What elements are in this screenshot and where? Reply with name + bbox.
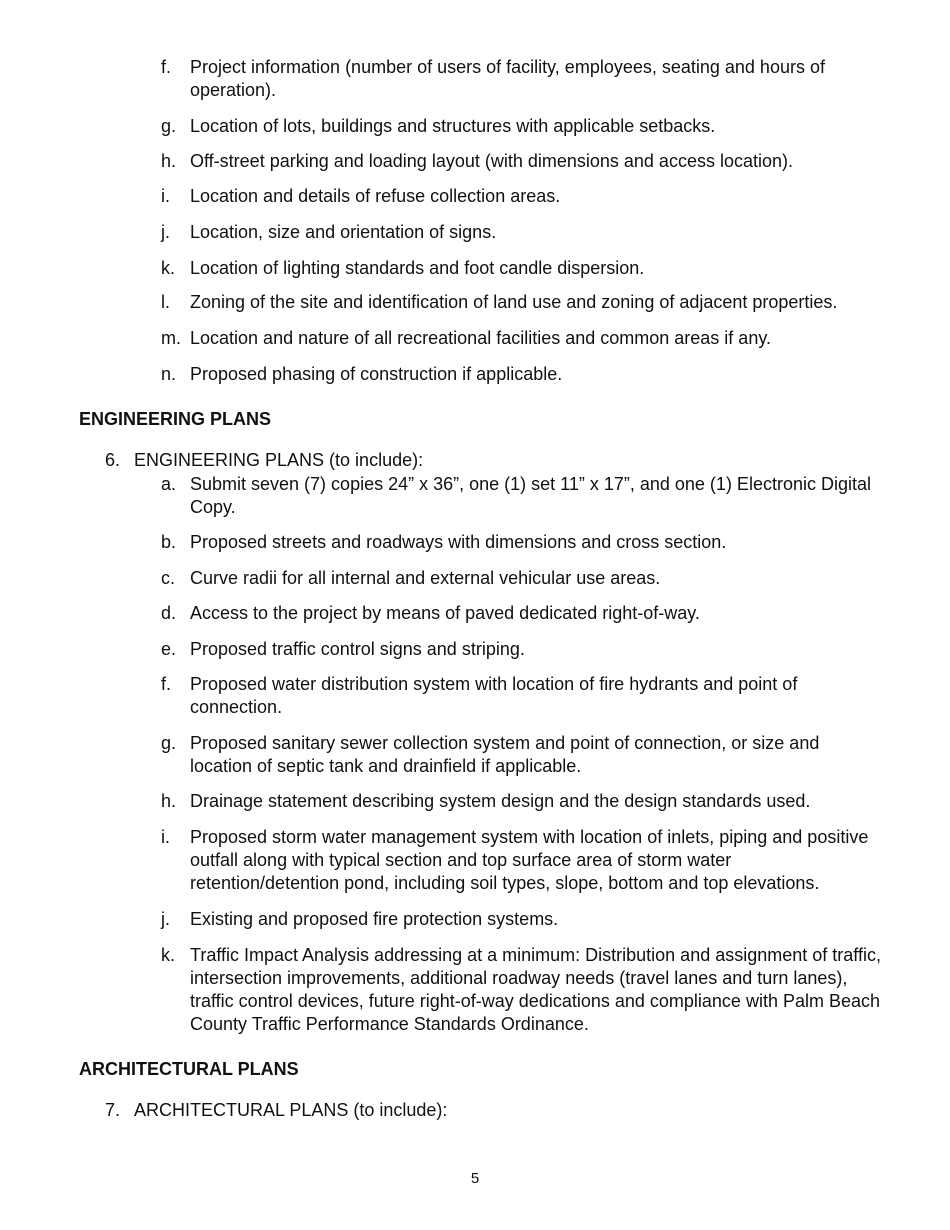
- list-item: [161, 221, 881, 244]
- list-item: [161, 790, 881, 813]
- list-item-text: Location of lots, buildings and structures with applicable setbacks.: [190, 116, 716, 136]
- main-list-number: 7.: [105, 1100, 121, 1120]
- list-item-letter: j.: [161, 222, 170, 242]
- list-item-letter: h.: [161, 791, 177, 811]
- list-item-letter: i.: [161, 186, 170, 206]
- main-list-item-architectural: [105, 1099, 447, 1122]
- list-item: [161, 673, 881, 719]
- list-item-letter: j.: [161, 909, 170, 929]
- list-item-letter: a.: [161, 474, 177, 494]
- list-item-letter: k.: [161, 258, 176, 278]
- list-item-letter: k.: [161, 945, 176, 965]
- list-item-letter: d.: [161, 603, 177, 623]
- list-item-text: Proposed traffic control signs and striping.: [190, 639, 525, 659]
- list-item-text: Drainage statement describing system design and the design standards used.: [190, 791, 811, 811]
- list-item-letter: f.: [161, 57, 172, 77]
- list-item-text: Proposed streets and roadways with dimensions and cross section.: [190, 532, 727, 552]
- list-item-letter: f.: [161, 674, 172, 694]
- list-item: [161, 257, 881, 280]
- list-item: [161, 185, 881, 208]
- list-item: [161, 567, 881, 590]
- list-item-letter: h.: [161, 151, 177, 171]
- main-list-number: 6.: [105, 450, 121, 470]
- list-item-text: Location of lighting standards and foot candle dispersion.: [190, 258, 645, 278]
- list-item: [161, 291, 881, 314]
- list-item-text: Zoning of the site and identification of land use and zoning of adjacent properties.: [190, 292, 838, 312]
- list-item-text: Proposed sanitary sewer collection system and point of connection, or size and location of septic tank and drainfield if applicable.: [190, 733, 820, 776]
- page-number: 5: [470, 1170, 480, 1187]
- list-item-letter: c.: [161, 568, 176, 588]
- list-item: [161, 826, 881, 895]
- list-item-text: Location and nature of all recreational facilities and common areas if any.: [190, 328, 771, 348]
- section-heading-engineering: ENGINEERING PLANS: [79, 409, 272, 429]
- list-item-text: Proposed storm water management system with location of inlets, piping and positive outfall along with typical section and top surface area of storm water retention/detention pond, including soil types, slope, bottom and top elevations.: [190, 827, 869, 893]
- list-item-text: Project information (number of users of facility, employees, seating and hours of operation).: [190, 57, 825, 100]
- list-item-text: Proposed phasing of construction if applicable.: [190, 364, 563, 384]
- main-list-item-engineering: [105, 449, 423, 472]
- list-item-letter: l.: [161, 292, 170, 312]
- main-list-title: ENGINEERING PLANS (to include):: [134, 450, 424, 470]
- list-item: [161, 56, 881, 102]
- list-item-letter: n.: [161, 364, 177, 384]
- list-item-text: Curve radii for all internal and external vehicular use areas.: [190, 568, 661, 588]
- list-item: [161, 363, 881, 386]
- list-item: [161, 150, 881, 173]
- list-item-text: Proposed water distribution system with location of fire hydrants and point of connection.: [190, 674, 798, 717]
- list-item-letter: g.: [161, 733, 177, 753]
- list-item: [161, 638, 881, 661]
- list-item: [161, 732, 881, 778]
- list-item-letter: g.: [161, 116, 177, 136]
- list-item-text: Location and details of refuse collection areas.: [190, 186, 561, 206]
- main-list-title: ARCHITECTURAL PLANS (to include):: [134, 1100, 448, 1120]
- list-item-text: Existing and proposed fire protection systems.: [190, 909, 559, 929]
- list-item-text: Submit seven (7) copies 24” x 36”, one (1) set 11” x 17”, and one (1) Electronic Digital Copy.: [190, 474, 871, 517]
- list-item: [161, 327, 881, 350]
- list-item: [161, 908, 881, 931]
- list-item-letter: i.: [161, 827, 170, 847]
- list-item-text: Traffic Impact Analysis addressing at a minimum: Distribution and assignment of traffic, intersection improvements, additional roadway needs (travel lanes and turn lanes), traffic control devices, future right-of-way dedications and compliance with Palm Beach County Traffic Performance Standards Ordinance.: [190, 945, 881, 1034]
- section-heading-architectural: ARCHITECTURAL PLANS: [79, 1059, 299, 1079]
- list-item-letter: m.: [161, 328, 181, 348]
- list-item-letter: e.: [161, 639, 177, 659]
- list-item-text: Location, size and orientation of signs.: [190, 222, 497, 242]
- list-item-letter: b.: [161, 532, 177, 552]
- list-item-text: Access to the project by means of paved dedicated right-of-way.: [190, 603, 700, 623]
- list-item: [161, 944, 881, 1036]
- list-item: [161, 531, 881, 554]
- list-item: [161, 473, 881, 519]
- list-item-text: Off-street parking and loading layout (with dimensions and access location).: [190, 151, 793, 171]
- list-item: [161, 602, 881, 625]
- list-item: [161, 115, 881, 138]
